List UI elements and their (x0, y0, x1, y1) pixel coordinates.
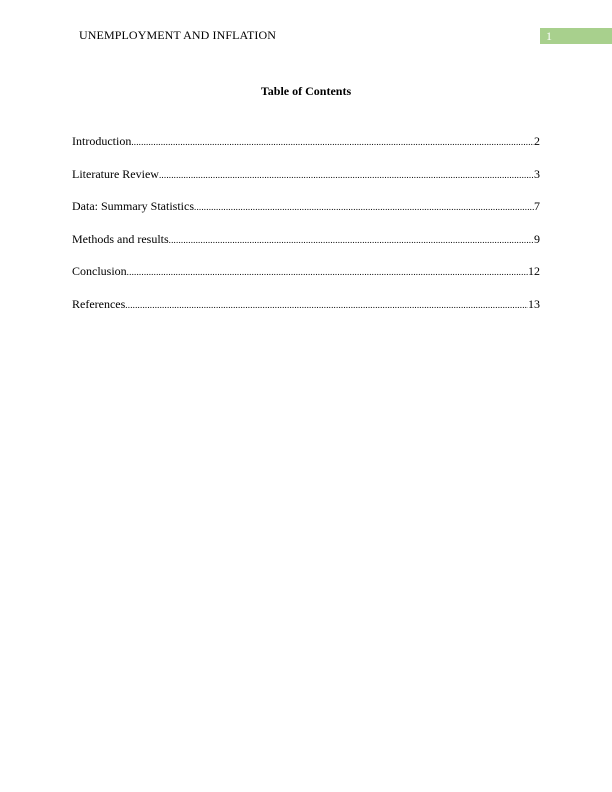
page-number: 1 (546, 29, 552, 43)
toc-entry-label: Conclusion (72, 264, 127, 279)
toc-entry-page: 12 (528, 264, 540, 279)
running-header-title: UNEMPLOYMENT AND INFLATION (79, 28, 277, 42)
toc-entry-page: 3 (534, 166, 540, 181)
page-number-badge (540, 28, 612, 44)
dot-leader (169, 233, 534, 247)
dot-leader (125, 298, 528, 312)
toc-entry-conclusion[interactable] (72, 264, 540, 297)
toc-entry-references[interactable] (72, 297, 540, 330)
toc-entry-page: 9 (534, 231, 540, 246)
dot-leader (194, 200, 534, 214)
toc-entry-data-summary-statistics[interactable] (72, 199, 540, 232)
toc-heading: Table of Contents (260, 84, 352, 98)
toc-entry-page: 2 (534, 134, 540, 148)
toc-entry-label: References (72, 296, 126, 311)
toc-entry-introduction[interactable] (72, 134, 540, 167)
toc-entry-label: Literature Review (72, 166, 159, 181)
toc-entry-page: 7 (534, 199, 540, 214)
toc-entry-label: Data: Summary Statistics (72, 199, 194, 214)
table-of-contents (72, 134, 540, 330)
toc-entry-label: Methods and results (72, 231, 169, 246)
toc-entry-literature-review[interactable] (72, 167, 540, 200)
dot-leader (159, 168, 534, 182)
toc-entry-methods-and-results[interactable] (72, 232, 540, 265)
dot-leader (127, 265, 528, 279)
dot-leader (131, 135, 534, 149)
toc-entry-page: 13 (528, 296, 540, 311)
toc-entry-label: Introduction (72, 134, 132, 148)
